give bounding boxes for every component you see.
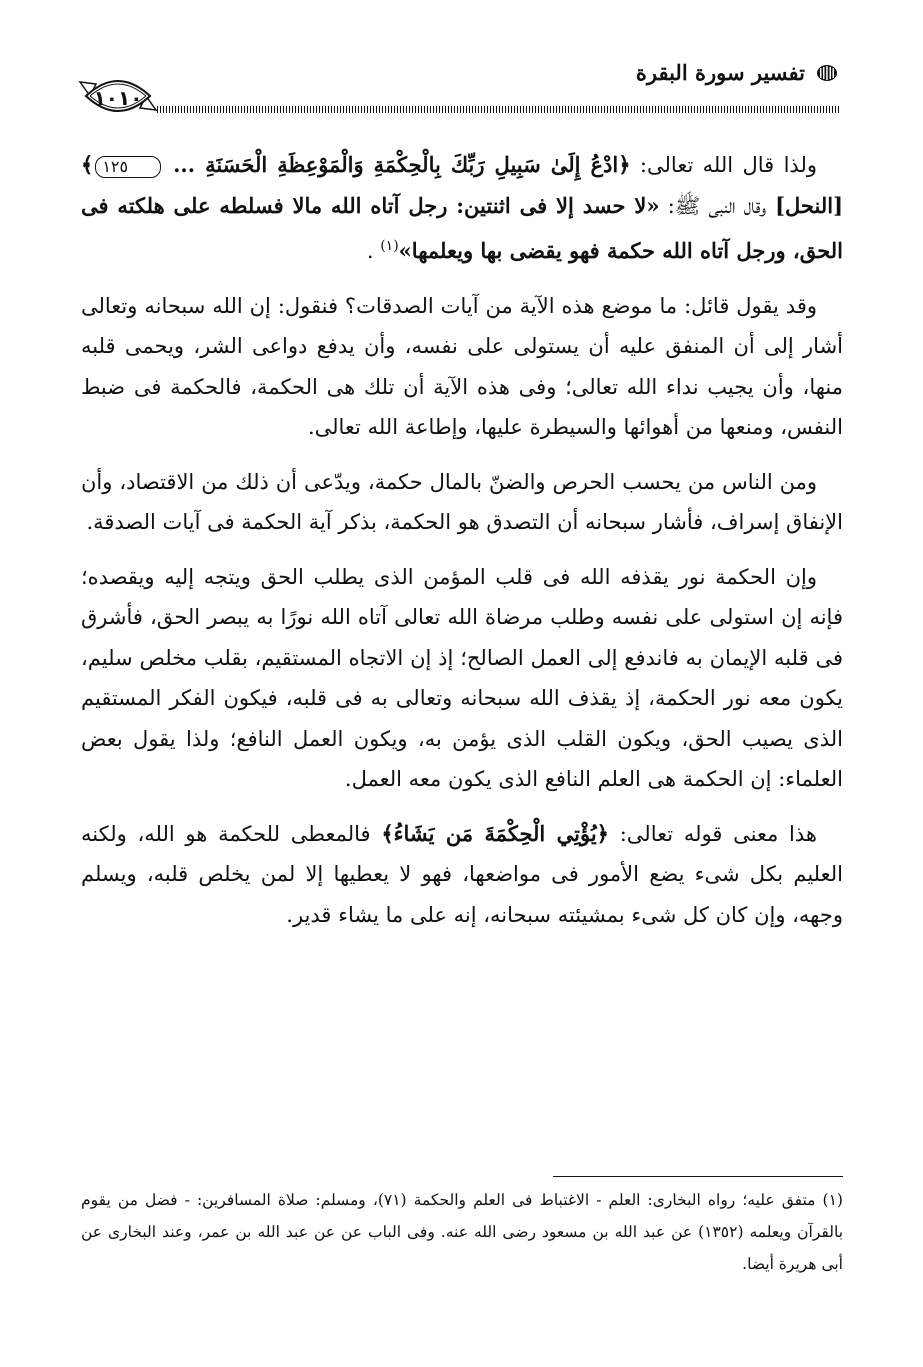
- hadith-quote: «لا حسد إلا فى اثنتين: رجل آتاه الله مالا فسلطه على هلكته فى الحق، ورجل آتاه الله حكمة فهو يقضى بها ويعلمها»: [81, 192, 843, 263]
- paragraph-2: وقد يقول قائل: ما موضع هذه الآية من آيات الصدقات؟ فنقول: إن الله سبحانه وتعالى أشار إلى أن المنفق عليه أن يستولى على نفسه، وأن يدفع دواعى الشر، ويحمى قلبه منها، وأن يجيب نداء الله تعالى؛ وفى هذه الآية أن تلك هى الحكمة، فالحكمة فى ضبط النفس، ومنعها من أهوائها والسيطرة عليها، وإطاعة الله تعالى.: [81, 293, 843, 439]
- paragraph-3: ومن الناس من يحسب الحرص والضنّ بالمال حكمة، ويدّعى أن ذلك من الاقتصاد، وأن الإنفاق إسراف، فأشار سبحانه أن التصدق هو الحكمة، بذكر آية الحكمة فى آيات الصدقة.: [81, 469, 843, 534]
- paragraph-1-intro: ولذا قال الله تعالى:: [630, 153, 817, 177]
- verse-number: ١٢٥: [95, 156, 161, 178]
- paragraph-5-intro: هذا معنى قوله تعالى:: [608, 821, 817, 846]
- paragraph-5-rest: فالمعطى للحكمة هو الله، ولكنه العليم بكل شىء يضع الأمور فى مواضعها، فهو لا يعطيها إلا لمن يخلص قلبه، ويسلم وجهه، وإن كان كل شىء بمشيئته سبحانه، إنه على ما يشاء قدير.: [81, 821, 843, 927]
- quran-verse-2: ﴿يُؤْتِي الْحِكْمَةَ مَن يَشَاءُ﴾: [381, 820, 609, 846]
- paragraph-5: [81, 814, 843, 936]
- page-number: ١٠١٠: [93, 86, 143, 110]
- page-header: [76, 52, 839, 132]
- header-title-group: [636, 60, 839, 85]
- verse-close: ﴾: [81, 152, 94, 177]
- floral-ornament-icon: [815, 64, 839, 82]
- paragraph-4: وإن الحكمة نور يقذفه الله فى قلب المؤمن الذى يطلب الحق ويتجه إليه ويقصده؛ فإنه إن استولى على نفسه وطلب مرضاة الله تعالى آتاه الله نورًا به يبصر الحق، فأشرق فى قلبه الإيمان به فاندفع إلى العمل الصالح؛ إذ إن الاتجاه المستقيم، بقلب مخلص سليم، يكون معه نور الحكمة، إذ يقذف الله سبحانه وتعالى به فى قلبه، فيكون الفكر المستقيم الذى يصيب الحق، ويكون القلب الذى يؤمن به، ويكون العمل النافع؛ ولذا يقول بعض العلماء: إن الحكمة هى العلم النافع الذى يكون معه العمل.: [81, 564, 843, 791]
- surah-name: [النحل]: [766, 192, 843, 218]
- paragraph-1-end: .: [366, 239, 381, 263]
- footnote-separator: [553, 1176, 843, 1177]
- main-text: [81, 145, 843, 949]
- paragraph-1-mid: وقال النبى ﷺ:: [659, 193, 767, 218]
- footnote-reference: (١): [380, 238, 399, 254]
- paragraph-1: [81, 145, 843, 272]
- footnote-1: (١) متفق عليه؛ رواه البخارى: العلم - الاغتباط فى العلم والحكمة (٧١)، ومسلم: صلاة المسافرين: - فضل من يقوم بالقرآن ويعلمه (١٣٥٢) عن عبد الله بن مسعود رضى الله عنه. وفى الباب عن عن عبد الله بن عمر، وعند البخارى عن أبى هريرة أيضا.: [81, 1191, 844, 1273]
- quran-verse: ﴿ادْعُ إِلَىٰ سَبِيلِ رَبِّكَ بِالْحِكْمَةِ وَالْمَوْعِظَةِ الْحَسَنَةِ ...: [163, 152, 631, 177]
- ribbon-banner-icon: [76, 66, 160, 126]
- header-rule: [156, 106, 839, 113]
- running-title: تفسير سورة البقرة: [635, 60, 805, 85]
- footnotes: [81, 1184, 843, 1280]
